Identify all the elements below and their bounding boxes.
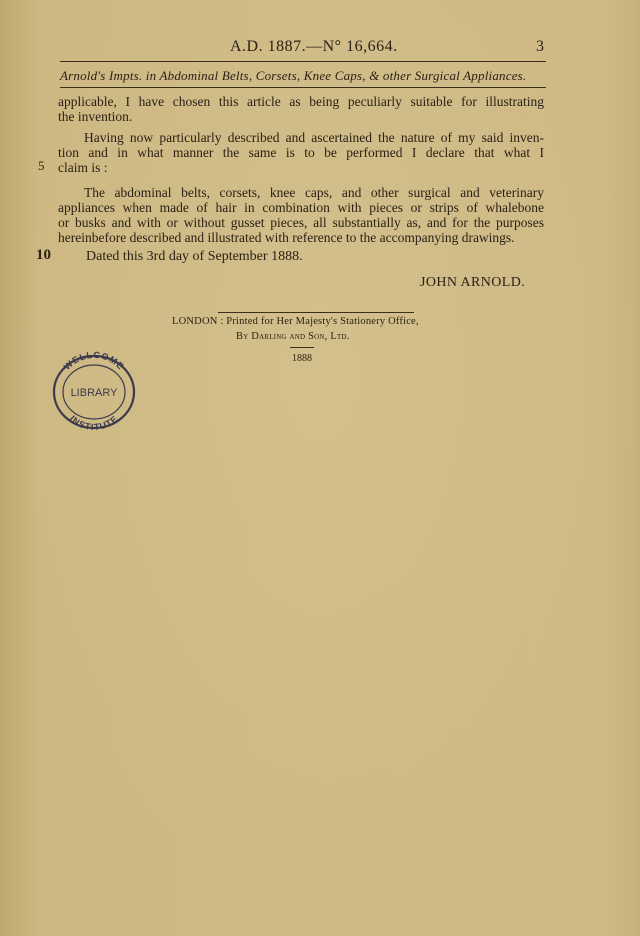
page-header (60, 38, 546, 60)
paragraph-line: Having now particularly described and ascertained the nature of my said inven- (84, 130, 544, 145)
year-rule (290, 347, 314, 348)
line-number-5: 5 (38, 158, 45, 173)
paragraph-1 (58, 94, 544, 124)
paragraph-line: applicable, I have chosen this article as being peculiarly suitable for illustrating (58, 94, 544, 109)
paragraph-line: The abdominal belts, corsets, knee caps, and other surgical and veterinary (84, 185, 544, 200)
header-rule (60, 61, 546, 62)
library-stamp-icon (50, 350, 138, 430)
stamp-top-text: WELLCOME (61, 350, 127, 372)
imprint-line-2-text: By Darling and Son, Ltd. (236, 331, 350, 342)
imprint-line-1: LONDON : Printed for Her Majesty's Stationery Office, (172, 316, 419, 327)
dated-line: Dated this 3rd day of September 1888. (86, 249, 303, 264)
signature: JOHN ARNOLD. (420, 275, 526, 290)
subheading-rule (60, 87, 546, 88)
page-number: 3 (536, 38, 544, 55)
subheading: Arnold's Impts. in Abdominal Belts, Corsets, Knee Caps, & other Surgical Appliances. (60, 68, 527, 83)
paragraph-line: tion and in what manner the same is to be performed I declare that what I (58, 145, 544, 160)
svg-text:INSTITUTE (68, 413, 120, 430)
paragraph-3 (58, 185, 544, 245)
imprint-line-2 (236, 331, 350, 342)
paragraph-line: claim is : (58, 160, 108, 175)
stamp-bottom-text: INSTITUTE (67, 413, 121, 430)
paragraph-line: the invention. (58, 109, 133, 124)
paragraph-2 (58, 130, 544, 175)
paragraph-line: or busks and with or without gusset pieces, all substantially as, and for the purposes (58, 215, 544, 230)
paragraph-line: appliances when made of hair in combination with pieces or strips of whalebone (58, 200, 544, 215)
imprint-rule (218, 312, 414, 313)
paragraph-line: hereinbefore described and illustrated with reference to the accompanying drawings. (58, 230, 515, 245)
imprint-year: 1888 (292, 353, 312, 364)
line-number-10: 10 (36, 247, 51, 263)
header-title: A.D. 1887.—N° 16,664. (230, 38, 398, 55)
stamp-center-text: LIBRARY (70, 387, 118, 399)
